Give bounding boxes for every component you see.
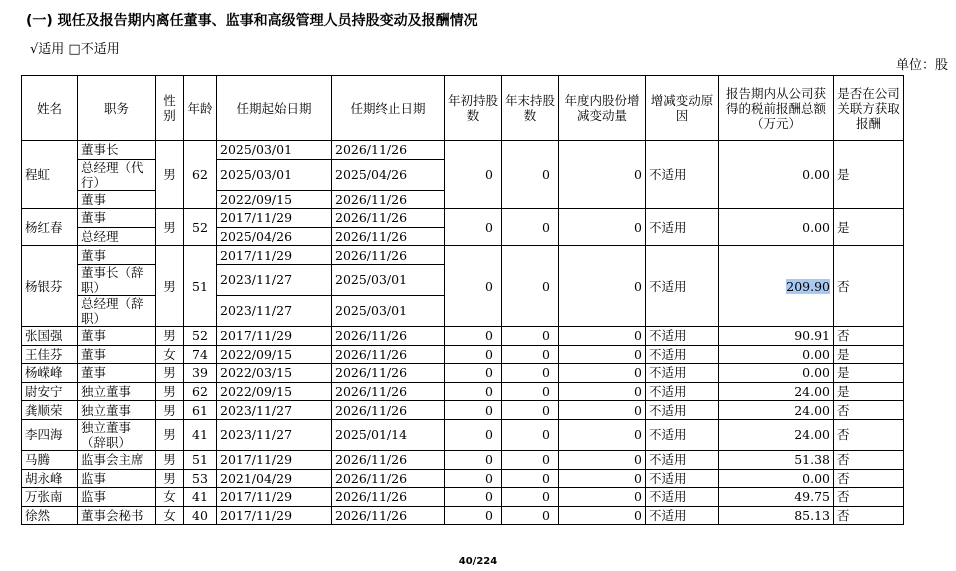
- cell-end: 2026/11/26: [332, 246, 445, 265]
- cell-start: 2025/04/26: [217, 227, 332, 246]
- table-row: [22, 209, 904, 228]
- cell-gender: 女: [156, 506, 184, 525]
- cell-pay: 49.75: [719, 488, 834, 507]
- cell-shares-begin: 0: [445, 401, 502, 420]
- cell-start: 2023/11/27: [217, 419, 332, 450]
- cell-shares-end: 0: [502, 450, 559, 469]
- cell-name: 杨嵘峰: [22, 364, 78, 383]
- cell-start: 2022/09/15: [217, 190, 332, 209]
- cell-related-pay: 否: [834, 506, 904, 525]
- cell-start: 2022/09/15: [217, 382, 332, 401]
- cell-change-reason: 不适用: [646, 141, 719, 209]
- cell-gender: 男: [156, 326, 184, 345]
- cell-change-reason: 不适用: [646, 209, 719, 246]
- header-shares-end: 年末持股数: [502, 76, 559, 141]
- cell-gender: 女: [156, 488, 184, 507]
- cell-start: 2025/03/01: [217, 159, 332, 190]
- cell-name: 程虹: [22, 141, 78, 209]
- cell-name: 尉安宁: [22, 382, 78, 401]
- cell-end: 2026/11/26: [332, 506, 445, 525]
- cell-name: 张国强: [22, 326, 78, 345]
- cell-start: 2017/11/29: [217, 326, 332, 345]
- cell-position: 独立董事: [78, 401, 156, 420]
- cell-shares-end: 0: [502, 209, 559, 246]
- cell-position: 董事: [78, 364, 156, 383]
- cell-shares-begin: 0: [445, 246, 502, 327]
- table-row: [22, 419, 904, 450]
- header-position: 职务: [78, 76, 156, 141]
- cell-age: 62: [184, 141, 217, 209]
- cell-position: 总经理（代行）: [78, 159, 156, 190]
- table-row: [22, 326, 904, 345]
- cell-related-pay: 是: [834, 141, 904, 209]
- cell-shares-end: 0: [502, 506, 559, 525]
- cell-start: 2017/11/29: [217, 450, 332, 469]
- cell-related-pay: 是: [834, 345, 904, 364]
- page-number: 40/224: [458, 556, 498, 567]
- cell-start: 2023/11/27: [217, 264, 332, 295]
- cell-shares-begin: 0: [445, 382, 502, 401]
- table-row: [22, 469, 904, 488]
- cell-pay: [719, 209, 834, 246]
- applicability-note: √适用 □不适用: [30, 42, 120, 57]
- cell-gender: 女: [156, 345, 184, 364]
- cell-shares-end: 0: [502, 469, 559, 488]
- cell-position: 董事长（辞职）: [78, 264, 156, 295]
- cell-pay: 24.00: [719, 382, 834, 401]
- cell-age: 52: [184, 209, 217, 246]
- cell-end: 2026/11/26: [332, 190, 445, 209]
- header-change-reason: 增减变动原因: [646, 76, 719, 141]
- cell-shares-end: 0: [502, 401, 559, 420]
- table-row: [22, 345, 904, 364]
- cell-age: 51: [184, 246, 217, 327]
- header-gender: 性别: [156, 76, 184, 141]
- cell-position: 董事: [78, 246, 156, 265]
- cell-pay: 24.00: [719, 419, 834, 450]
- table-row: [22, 141, 904, 160]
- unit-label: 单位：股: [895, 58, 948, 73]
- cell-shares-begin: 0: [445, 364, 502, 383]
- header-age: 年龄: [184, 76, 217, 141]
- cell-age: 52: [184, 326, 217, 345]
- cell-position: 董事长: [78, 141, 156, 160]
- cell-start: 2017/11/29: [217, 246, 332, 265]
- cell-name: 万张南: [22, 488, 78, 507]
- pay-value: 0.00: [802, 167, 830, 183]
- cell-related-pay: 否: [834, 401, 904, 420]
- table-row: [22, 401, 904, 420]
- cell-pay: 24.00: [719, 401, 834, 420]
- cell-end: 2025/04/26: [332, 159, 445, 190]
- cell-change-reason: 不适用: [646, 326, 719, 345]
- pay-value: 209.90: [786, 278, 830, 294]
- cell-related-pay: 否: [834, 469, 904, 488]
- cell-shares-begin: 0: [445, 209, 502, 246]
- cell-gender: 男: [156, 469, 184, 488]
- header-end: 任期终止日期: [332, 76, 445, 141]
- cell-gender: 男: [156, 401, 184, 420]
- cell-end: 2026/11/26: [332, 209, 445, 228]
- cell-change-reason: 不适用: [646, 506, 719, 525]
- header-name: 姓名: [22, 76, 78, 141]
- cell-gender: 男: [156, 382, 184, 401]
- cell-end: 2026/11/26: [332, 382, 445, 401]
- table-body: [22, 141, 904, 525]
- cell-position: 总经理: [78, 227, 156, 246]
- cell-start: 2023/11/27: [217, 295, 332, 326]
- cell-start: 2017/11/29: [217, 488, 332, 507]
- cell-change-reason: 不适用: [646, 401, 719, 420]
- cell-age: 40: [184, 506, 217, 525]
- cell-related-pay: 是: [834, 364, 904, 383]
- cell-shares-end: 0: [502, 246, 559, 327]
- cell-shares-end: 0: [502, 488, 559, 507]
- cell-age: 41: [184, 488, 217, 507]
- cell-share-change: 0: [559, 141, 646, 209]
- cell-end: 2025/01/14: [332, 419, 445, 450]
- cell-end: 2025/03/01: [332, 295, 445, 326]
- cell-age: 51: [184, 450, 217, 469]
- cell-position: 独立董事（辞职）: [78, 419, 156, 450]
- cell-pay: 85.13: [719, 506, 834, 525]
- cell-share-change: 0: [559, 450, 646, 469]
- cell-name: 徐然: [22, 506, 78, 525]
- section-heading: (一) 现任及报告期内离任董事、监事和高级管理人员持股变动及报酬情况: [26, 13, 478, 29]
- cell-name: 杨银芬: [22, 246, 78, 327]
- cell-gender: 男: [156, 246, 184, 327]
- cell-position: 监事: [78, 488, 156, 507]
- cell-position: 董事: [78, 209, 156, 228]
- table-row: [22, 246, 904, 265]
- cell-name: 李四海: [22, 419, 78, 450]
- cell-shares-end: 0: [502, 419, 559, 450]
- cell-age: 39: [184, 364, 217, 383]
- cell-start: 2022/03/15: [217, 364, 332, 383]
- cell-position: 监事: [78, 469, 156, 488]
- cell-position: 总经理（辞职）: [78, 295, 156, 326]
- cell-end: 2026/11/26: [332, 469, 445, 488]
- header-shares-begin: 年初持股数: [445, 76, 502, 141]
- cell-pay: [719, 246, 834, 327]
- cell-pay: 0.00: [719, 469, 834, 488]
- cell-shares-begin: 0: [445, 488, 502, 507]
- cell-change-reason: 不适用: [646, 419, 719, 450]
- cell-related-pay: 否: [834, 326, 904, 345]
- cell-share-change: 0: [559, 488, 646, 507]
- cell-end: 2026/11/26: [332, 401, 445, 420]
- cell-position: 董事: [78, 326, 156, 345]
- table-row: [22, 488, 904, 507]
- table-row: [22, 450, 904, 469]
- header-start: 任期起始日期: [217, 76, 332, 141]
- cell-related-pay: 否: [834, 419, 904, 450]
- table-row: [22, 364, 904, 383]
- table-row: [22, 382, 904, 401]
- cell-name: 杨红春: [22, 209, 78, 246]
- cell-shares-begin: 0: [445, 469, 502, 488]
- table-row: [22, 506, 904, 525]
- cell-position: 监事会主席: [78, 450, 156, 469]
- cell-share-change: 0: [559, 345, 646, 364]
- cell-position: 董事: [78, 345, 156, 364]
- cell-name: 王佳芬: [22, 345, 78, 364]
- cell-change-reason: 不适用: [646, 469, 719, 488]
- cell-related-pay: 是: [834, 382, 904, 401]
- cell-gender: 男: [156, 141, 184, 209]
- cell-end: 2026/11/26: [332, 227, 445, 246]
- cell-shares-begin: 0: [445, 345, 502, 364]
- cell-shares-end: 0: [502, 364, 559, 383]
- cell-start: 2017/11/29: [217, 506, 332, 525]
- cell-gender: 男: [156, 209, 184, 246]
- cell-pay: 0.00: [719, 364, 834, 383]
- cell-shares-begin: 0: [445, 326, 502, 345]
- cell-shares-begin: 0: [445, 141, 502, 209]
- cell-shares-end: 0: [502, 326, 559, 345]
- cell-change-reason: 不适用: [646, 382, 719, 401]
- cell-share-change: 0: [559, 364, 646, 383]
- cell-share-change: 0: [559, 209, 646, 246]
- header-share-change: 年度内股份增减变动量: [559, 76, 646, 141]
- cell-end: 2026/11/26: [332, 141, 445, 160]
- cell-related-pay: 否: [834, 488, 904, 507]
- cell-shares-begin: 0: [445, 450, 502, 469]
- cell-start: 2023/11/27: [217, 401, 332, 420]
- cell-name: 胡永峰: [22, 469, 78, 488]
- cell-pay: 0.00: [719, 345, 834, 364]
- cell-gender: 男: [156, 450, 184, 469]
- holdings-table: [21, 75, 904, 525]
- cell-start: 2022/09/15: [217, 345, 332, 364]
- cell-position: 董事会秘书: [78, 506, 156, 525]
- cell-start: 2025/03/01: [217, 141, 332, 160]
- cell-shares-end: 0: [502, 345, 559, 364]
- cell-share-change: 0: [559, 382, 646, 401]
- cell-end: 2026/11/26: [332, 345, 445, 364]
- cell-related-pay: 是: [834, 209, 904, 246]
- header-pay: 报告期内从公司获得的税前报酬总额（万元）: [719, 76, 834, 141]
- cell-related-pay: 否: [834, 450, 904, 469]
- cell-shares-begin: 0: [445, 506, 502, 525]
- cell-age: 53: [184, 469, 217, 488]
- cell-pay: 90.91: [719, 326, 834, 345]
- cell-position: 董事: [78, 190, 156, 209]
- cell-end: 2025/03/01: [332, 264, 445, 295]
- cell-gender: 男: [156, 419, 184, 450]
- cell-change-reason: 不适用: [646, 246, 719, 327]
- cell-share-change: 0: [559, 326, 646, 345]
- pay-value: 0.00: [802, 219, 830, 235]
- cell-age: 62: [184, 382, 217, 401]
- cell-age: 74: [184, 345, 217, 364]
- cell-end: 2026/11/26: [332, 364, 445, 383]
- cell-pay: [719, 141, 834, 209]
- cell-name: 龚顺荣: [22, 401, 78, 420]
- cell-name: 马腾: [22, 450, 78, 469]
- cell-end: 2026/11/26: [332, 450, 445, 469]
- cell-age: 61: [184, 401, 217, 420]
- cell-shares-end: 0: [502, 141, 559, 209]
- cell-share-change: 0: [559, 246, 646, 327]
- cell-position: 独立董事: [78, 382, 156, 401]
- cell-end: 2026/11/26: [332, 326, 445, 345]
- cell-end: 2026/11/26: [332, 488, 445, 507]
- cell-gender: 男: [156, 364, 184, 383]
- cell-start: 2021/04/29: [217, 469, 332, 488]
- cell-change-reason: 不适用: [646, 345, 719, 364]
- cell-related-pay: 否: [834, 246, 904, 327]
- cell-share-change: 0: [559, 469, 646, 488]
- cell-change-reason: 不适用: [646, 364, 719, 383]
- cell-start: 2017/11/29: [217, 209, 332, 228]
- header-row: [22, 76, 904, 141]
- cell-change-reason: 不适用: [646, 488, 719, 507]
- cell-pay: 51.38: [719, 450, 834, 469]
- cell-age: 41: [184, 419, 217, 450]
- cell-share-change: 0: [559, 419, 646, 450]
- cell-shares-end: 0: [502, 382, 559, 401]
- cell-share-change: 0: [559, 506, 646, 525]
- cell-change-reason: 不适用: [646, 450, 719, 469]
- header-related-pay: 是否在公司关联方获取报酬: [834, 76, 904, 141]
- cell-shares-begin: 0: [445, 419, 502, 450]
- cell-share-change: 0: [559, 401, 646, 420]
